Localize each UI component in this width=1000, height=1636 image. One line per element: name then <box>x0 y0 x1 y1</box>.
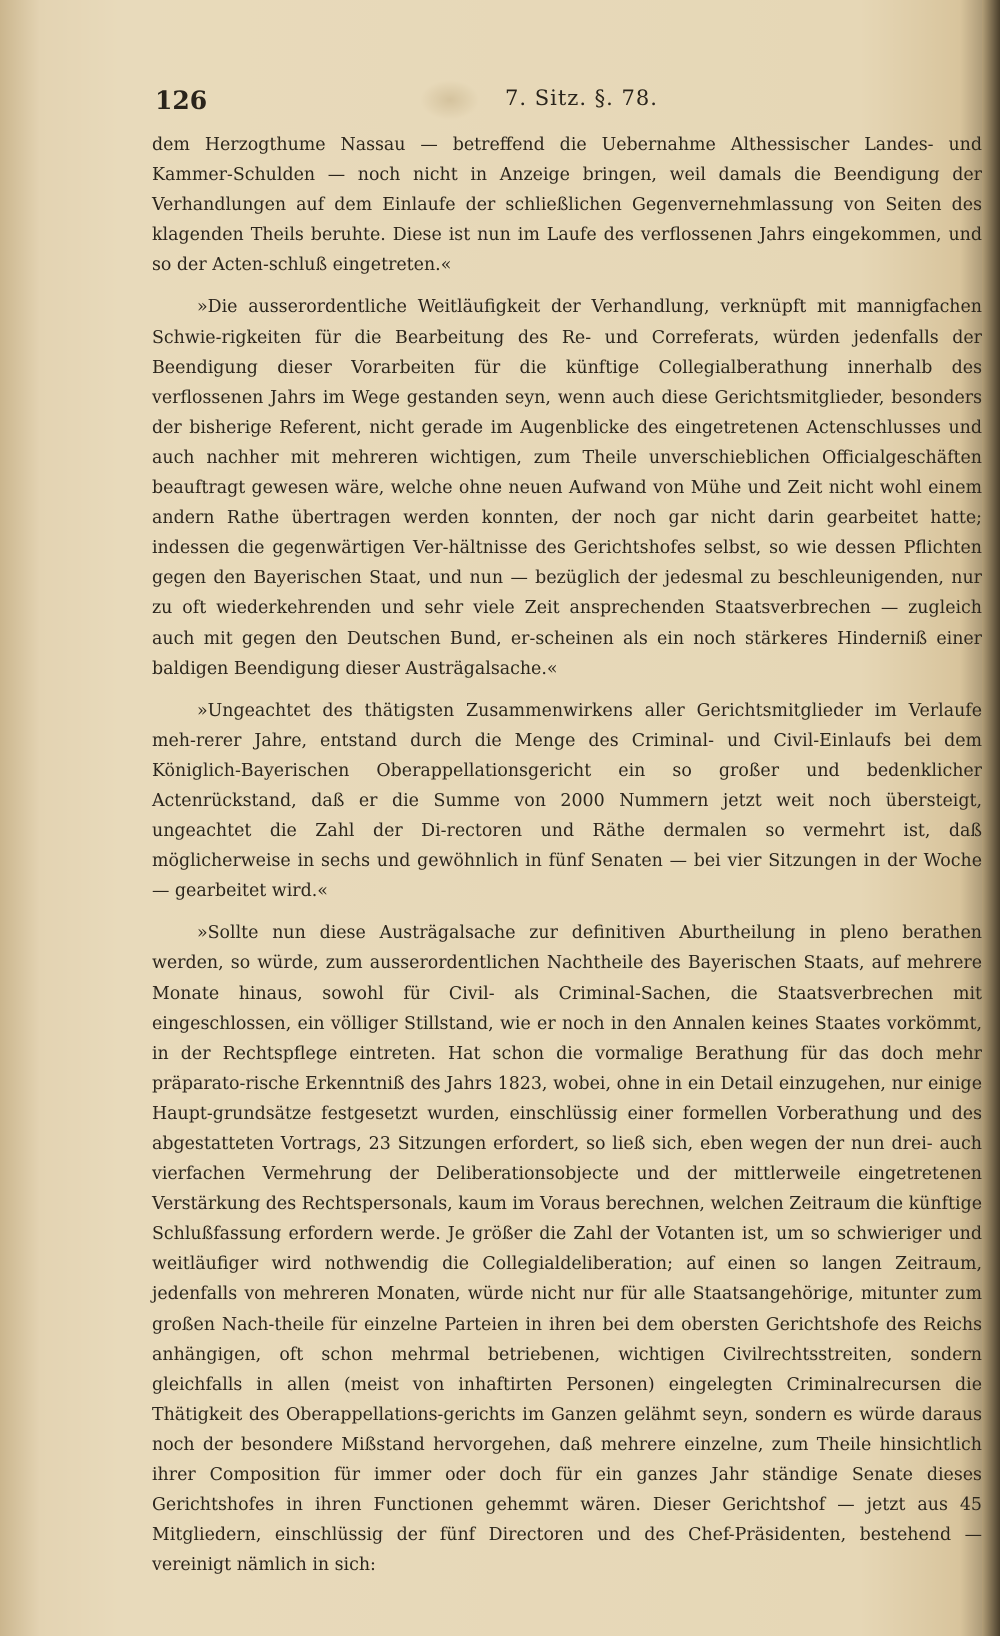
page-number: 126 <box>155 86 208 115</box>
running-head: 7. Sitz. §. 78. <box>505 86 658 110</box>
paragraph-1: dem Herzogthume Nassau — betreffend die Uebernahme Althessischer Landes- und Kammer-Schulden — noch nicht in Anzeige bringen, weil damals die Beendigung der Verhandlungen auf dem Einlaufe der schließlichen Gegenvernehmlassung von Seiten des klagenden Theils beruhte. Diese ist nun im Laufe des verflossenen Jahrs eingekommen, und so der Acten-schluß eingetreten.« <box>152 135 982 276</box>
paragraph-3: »Ungeachtet des thätigsten Zusammenwirkens aller Gerichtsmitglieder im Verlaufe meh-rerer Jahre, entstand durch die Menge des Criminal- und Civil-Einlaufs bei dem Königlich-Bayerischen Oberappellationsgericht ein so großer und bedenklicher Actenrückstand, daß er die Summe von 2000 Nummern jetzt weit noch übersteigt, ungeachtet die Zahl der Di-rectoren und Räthe dermalen so vermehrt ist, daß möglicherweise in sechs und gewöhnlich in fünf Senaten — bei vier Sitzungen in der Woche — gearbeitet wird.« <box>152 700 982 902</box>
page-edge-shadow <box>982 0 1000 1636</box>
page-header <box>155 86 955 126</box>
body-text <box>152 130 982 1592</box>
paragraph-2: »Die ausserordentliche Weitläufigkeit der Verhandlung, verknüpft mit mannigfachen Schwie-rigkeiten für die Bearbeitung des Re- und Correferats, würden jedenfalls der Beendigung dieser Vorarbeiten für die künftige Collegialberathung innerhalb des verflossenen Jahrs im Wege gestanden seyn, wenn auch diese Gerichtsmitglieder, besonders der bisherige Referent, nicht gerade im Augenblicke des eingetretenen Actenschlusses und auch nachher mit mehreren wichtigen, zum Theile unverschieblichen Officialgeschäften beauftragt gewesen wäre, welche ohne neuen Aufwand von Mühe und Zeit nicht wohl einem andern Rathe übertragen werden konnten, der noch gar nicht darin gearbeitet hatte; indessen die gegenwärtigen Ver-hältnisse des Gerichtshofes selbst, so wie dessen Pflichten gegen den Bayerischen Staat, und nun — bezüglich der jedesmal zu beschleunigenden, nur zu oft wiederkehrenden und sehr viele Zeit ansprechenden Staatsverbrechen — zugleich auch mit gegen den Deutschen Bund, er-scheinen als ein noch stärkeres Hinderniß einer baldigen Beendigung dieser Austrägalsache.« <box>152 297 982 679</box>
paragraph-4: »Sollte nun diese Austrägalsache zur definitiven Aburtheilung in pleno berathen werden, so würde, zum ausserordentlichen Nachtheile des Bayerischen Staats, auf mehrere Monate hinaus, sowohl für Civil- als Criminal-Sachen, die Staatsverbrechen mit eingeschlossen, ein völliger Stillstand, wie er noch in den Annalen keines Staates vorkömmt, in der Rechtspflege eintreten. Hat schon die vormalige Berathung für das doch mehr präparato-rische Erkenntniß des Jahrs 1823, wobei, ohne in ein Detail einzugehen, nur einige Haupt-grundsätze festgesetzt wurden, einschlüssig einer formellen Vorberathung und des abgestatteten Vortrags, 23 Sitzungen erfordert, so ließ sich, eben wegen der nun drei- auch vierfachen Vermehrung der Deliberationsobjecte und der mittlerweile eingetretenen Verstärkung des Rechtspersonals, kaum im Voraus berechnen, welchen Zeitraum die künftige Schlußfassung erfordern werde. Je größer die Zahl der Votanten ist, um so schwieriger und weitläufiger wird nothwendig die Collegialdeliberation; auf einen so langen Zeitraum, jedenfalls von mehreren Monaten, würde nicht nur für alle Staatsangehörige, mitunter zum großen Nach-theile für einzelne Parteien in ihren bei dem obersten Gerichtshofe des Reichs anhängigen, oft schon mehrmal betriebenen, wichtigen Civilrechtsstreiten, sondern gleichfalls in allen (meist von inhaftirten Personen) eingelegten Criminalrecursen die Thätigkeit des Oberappellations-gerichts im Ganzen gelähmt seyn, sondern es würde daraus noch der besondere Mißstand hervorgehen, daß mehrere einzelne, zum Theile hinsichtlich ihrer Composition für immer oder doch für ein ganzes Jahr ständige Senate dieses Gerichtshofes in ihren Functionen gehemmt wären. Dieser Gerichtshof — jetzt aus 45 Mitgliedern, einschlüssig der fünf Directoren und des Chef-Präsidenten, bestehend — vereinigt nämlich in sich: <box>152 923 982 1576</box>
